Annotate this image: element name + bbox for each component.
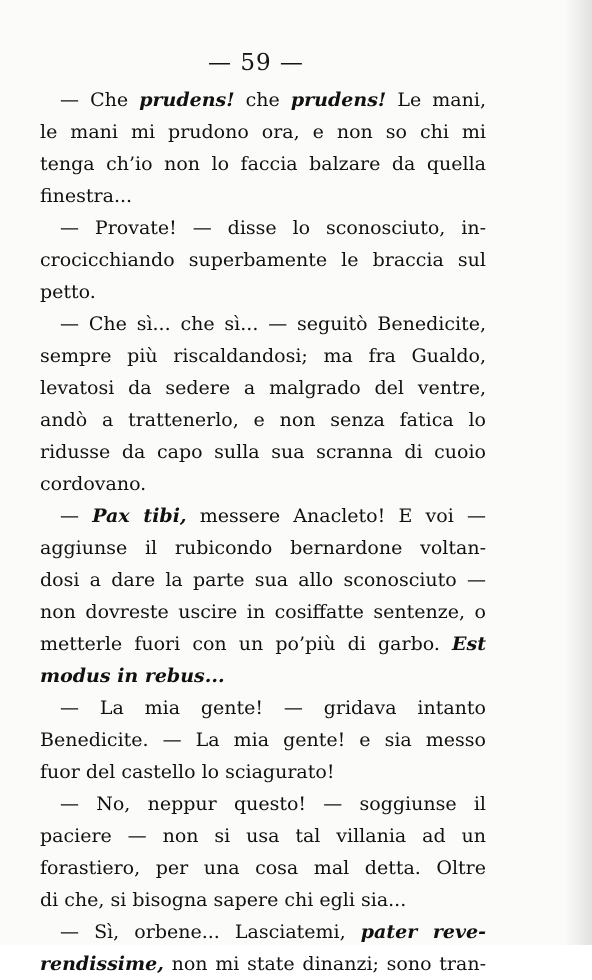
page-number: — 59 — bbox=[208, 50, 304, 76]
text-line bbox=[40, 340, 486, 372]
text-line bbox=[40, 244, 486, 276]
text-segment: finestra... bbox=[40, 185, 133, 207]
text-segment: — bbox=[60, 505, 93, 527]
text-segment: metterle fuori con un po’più di garbo. bbox=[40, 633, 453, 655]
text-segment: andò a trattenerlo, e non senza fatica lo bbox=[40, 409, 486, 431]
text-line bbox=[40, 276, 486, 308]
text-line bbox=[40, 404, 486, 436]
italic-text: Pax tibi, bbox=[92, 505, 187, 527]
text-line bbox=[40, 468, 486, 500]
text-segment: Le mani, bbox=[386, 89, 486, 111]
text-line bbox=[40, 852, 486, 884]
text-line bbox=[40, 308, 486, 340]
text-line bbox=[40, 564, 486, 596]
italic-text: Est bbox=[452, 633, 486, 655]
text-line bbox=[40, 148, 486, 180]
text-segment: — Provate! — disse lo sconosciuto, in- bbox=[60, 217, 486, 239]
text-segment: che bbox=[234, 89, 291, 111]
text-line bbox=[40, 500, 486, 532]
text-segment: sempre più riscaldandosi; ma fra Gualdo, bbox=[40, 345, 486, 367]
text-segment: fuor del castello lo sciagurato! bbox=[40, 761, 335, 783]
text-line bbox=[40, 916, 486, 948]
text-segment: messere Anacleto! E voi — bbox=[186, 505, 486, 527]
text-line bbox=[40, 596, 486, 628]
text-segment: — No, neppur questo! — soggiunse il bbox=[60, 793, 486, 815]
text-line bbox=[40, 180, 486, 212]
text-segment: di che, si bisogna sapere chi egli sia... bbox=[40, 889, 407, 911]
text-segment: — Che sì... che sì... — seguitò Benedicite, bbox=[60, 313, 486, 335]
text-segment: aggiunse il rubicondo bernardone voltan- bbox=[40, 537, 486, 559]
text-line bbox=[40, 660, 486, 692]
text-segment: non dovreste uscire in cosiffatte sentenze, o bbox=[40, 601, 486, 623]
text-segment: cordovano. bbox=[40, 473, 147, 495]
text-line bbox=[40, 84, 486, 116]
text-segment: forastiero, per una cosa mal detta. Oltre bbox=[40, 857, 486, 879]
text-segment: crocicchiando superbamente le braccia sul bbox=[40, 249, 486, 271]
italic-text: prudens! bbox=[139, 89, 235, 111]
text-line bbox=[40, 116, 486, 148]
text-line bbox=[40, 948, 486, 980]
text-segment: — Sì, orbene... Lasciatemi, bbox=[60, 921, 361, 943]
text-line bbox=[40, 212, 486, 244]
text-line bbox=[40, 756, 486, 788]
text-segment: — Che bbox=[60, 89, 140, 111]
text-segment: levatosi da sedere a malgrado del ventre, bbox=[40, 377, 486, 399]
body-text bbox=[40, 84, 486, 980]
italic-text: rendissime, bbox=[40, 953, 164, 975]
text-line bbox=[40, 436, 486, 468]
text-line bbox=[40, 628, 486, 660]
text-line bbox=[40, 884, 486, 916]
text-line bbox=[40, 532, 486, 564]
text-line bbox=[40, 372, 486, 404]
text-segment: le mani mi prudono ora, e non so chi mi bbox=[40, 121, 486, 143]
text-segment: tenga ch’io non lo faccia balzare da quella bbox=[40, 153, 486, 175]
text-segment: dosi a dare la parte sua allo sconosciuto — bbox=[40, 569, 486, 591]
text-line bbox=[40, 724, 486, 756]
text-line bbox=[40, 692, 486, 724]
page-edge-shadow bbox=[564, 0, 592, 945]
text-segment: paciere — non si usa tal villania ad un bbox=[40, 825, 486, 847]
text-line bbox=[40, 820, 486, 852]
text-segment: non mi state dinanzi; sono tran- bbox=[163, 953, 486, 975]
text-line bbox=[40, 788, 486, 820]
text-segment: — La mia gente! — gridava intanto bbox=[60, 697, 486, 719]
text-segment: petto. bbox=[40, 281, 96, 303]
italic-text: pater reve- bbox=[360, 921, 486, 943]
text-segment: Benedicite. — La mia gente! e sia messo bbox=[40, 729, 486, 751]
italic-text: modus in rebus... bbox=[40, 665, 225, 687]
text-segment: ridusse da capo sulla sua scranna di cuoio bbox=[40, 441, 486, 463]
italic-text: prudens! bbox=[290, 89, 387, 111]
